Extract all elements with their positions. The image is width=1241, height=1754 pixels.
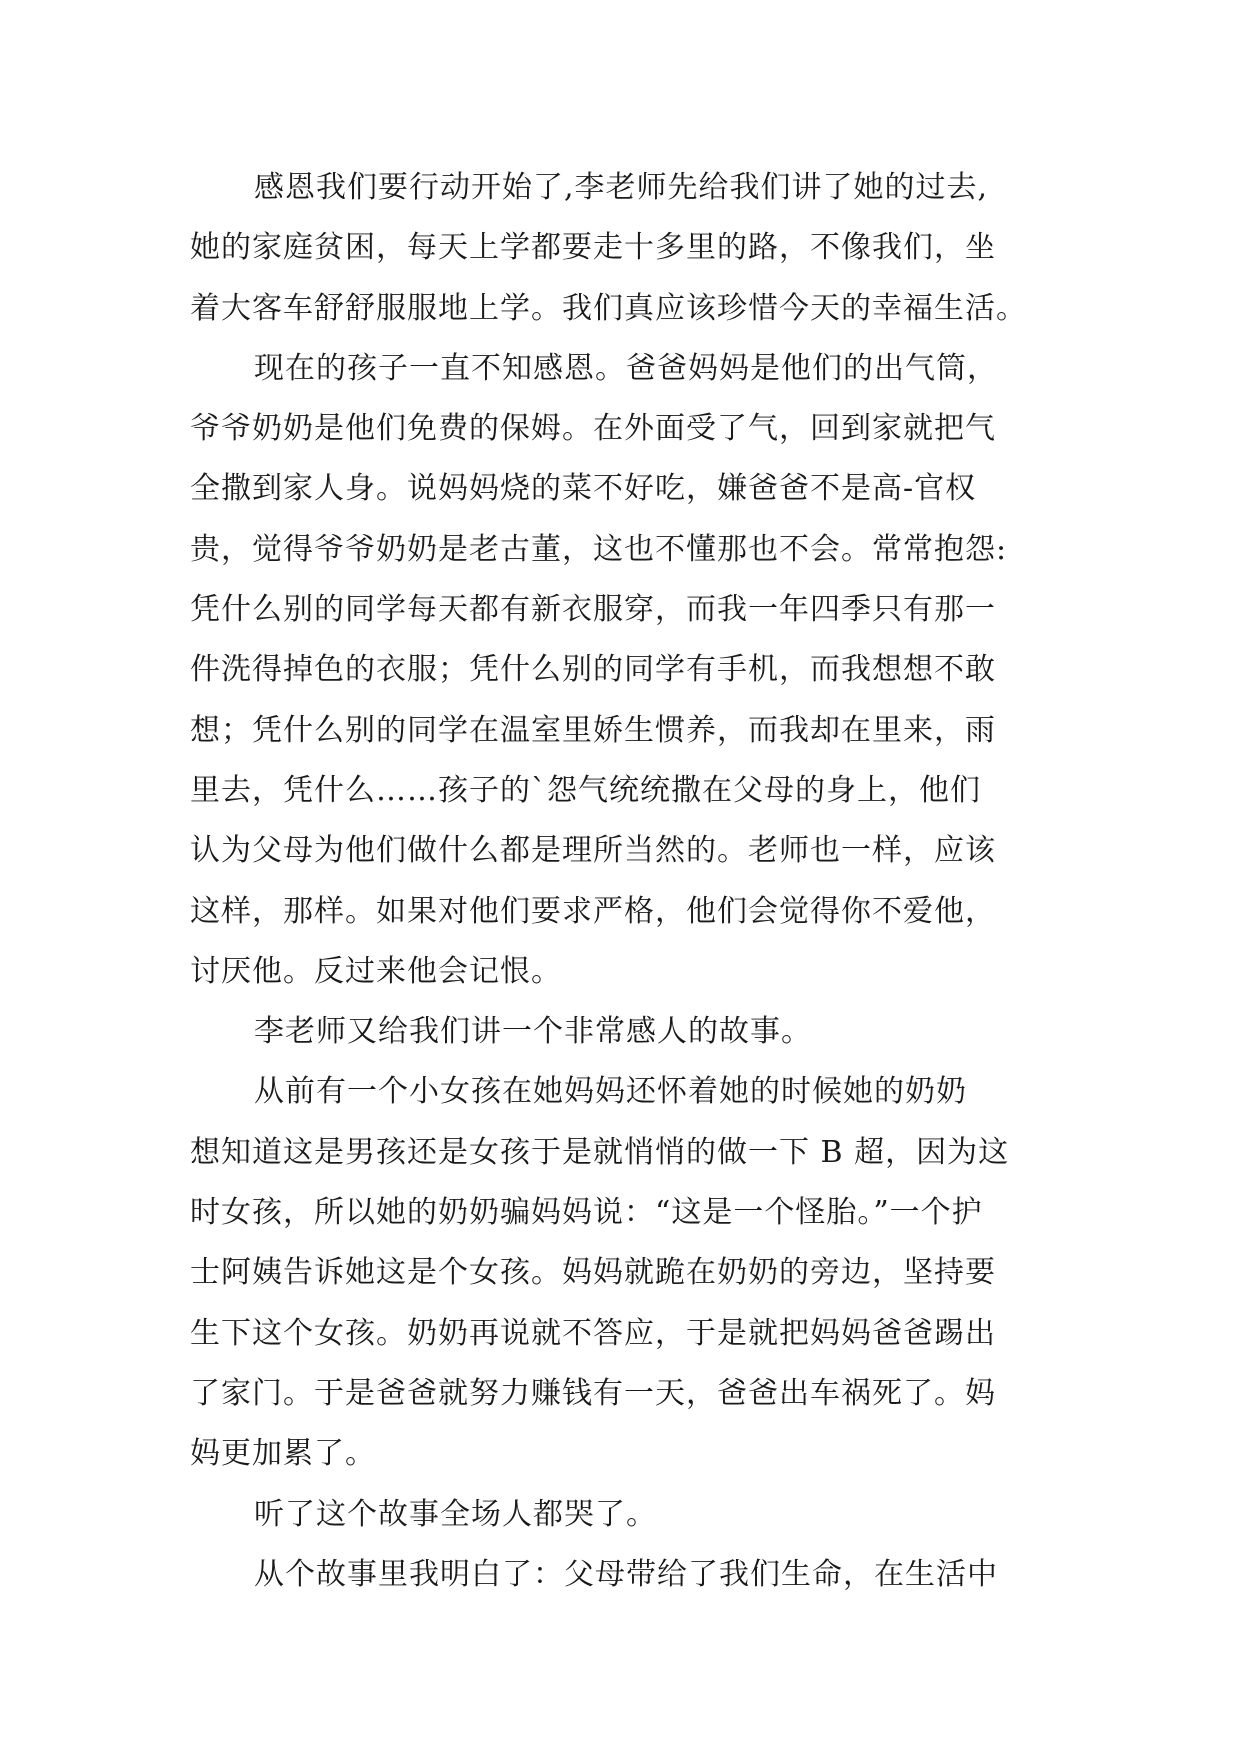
text-line: 妈更加累了。 bbox=[190, 1436, 376, 1472]
document-body bbox=[190, 158, 1070, 1605]
text-line: 里去，凭什么……孩子的`怨气统统撒在父母的身上，他们 bbox=[190, 772, 981, 808]
text-line: 这样，那样。如果对他们要求严格，他们会觉得你不爱他， bbox=[190, 893, 996, 929]
text-line: 贵，觉得爷爷奶奶是老古董，这也不懂那也不会。常常抱怨: bbox=[190, 531, 1008, 567]
text-line: 了家门。于是爸爸就努力赚钱有一天，爸爸出车祸死了。妈 bbox=[190, 1375, 996, 1411]
text-line: 认为父母为他们做什么都是理所当然的。老师也一样，应该 bbox=[190, 833, 996, 869]
text-line: 听了这个故事全场人都哭了。 bbox=[254, 1496, 657, 1532]
text-line: 想知道这是男孩还是女孩于是就悄悄的做一下 B 超，因为这 bbox=[190, 1134, 1010, 1170]
text-line: 生下这个女孩。奶奶再说就不答应，于是就把妈妈爸爸踢出 bbox=[190, 1315, 996, 1351]
text-line: 想；凭什么别的同学在温室里娇生惯养，而我却在里来，雨 bbox=[190, 712, 996, 748]
text-line: 讨厌他。反过来他会记恨。 bbox=[190, 953, 562, 989]
text-line: 爷爷奶奶是他们免费的保姆。在外面受了气，回到家就把气 bbox=[190, 411, 996, 447]
text-line: 件洗得掉色的衣服；凭什么别的同学有手机，而我想想不敢 bbox=[190, 652, 996, 688]
text-line: 从个故事里我明白了：父母带给了我们生命，在生活中 bbox=[254, 1556, 998, 1592]
text-line: 感恩我们要行动开始了,李老师先给我们讲了她的过去, bbox=[254, 170, 989, 205]
text-line: 着大客车舒舒服服地上学。我们真应该珍惜今天的幸福生活。 bbox=[190, 290, 1027, 326]
text-line: 士阿姨告诉她这是个女孩。妈妈就跪在奶奶的旁边，坚持要 bbox=[190, 1255, 996, 1291]
text-line: 李老师又给我们讲一个非常感人的故事。 bbox=[254, 1014, 812, 1050]
text-line: 现在的孩子一直不知感恩。爸爸妈妈是他们的出气筒， bbox=[254, 350, 998, 386]
text-line: 全撒到家人身。说妈妈烧的菜不好吃，嫌爸爸不是高-官权 bbox=[190, 471, 977, 507]
text-line: 从前有一个小女孩在她妈妈还怀着她的时候她的奶奶 bbox=[254, 1074, 967, 1110]
text-line: 她的家庭贫困，每天上学都要走十多里的路，不像我们，坐 bbox=[190, 230, 996, 266]
text-line: 凭什么别的同学每天都有新衣服穿，而我一年四季只有那一 bbox=[190, 592, 996, 628]
text-line: 时女孩，所以她的奶奶骗妈妈说：“这是一个怪胎。”一个护 bbox=[190, 1195, 983, 1231]
